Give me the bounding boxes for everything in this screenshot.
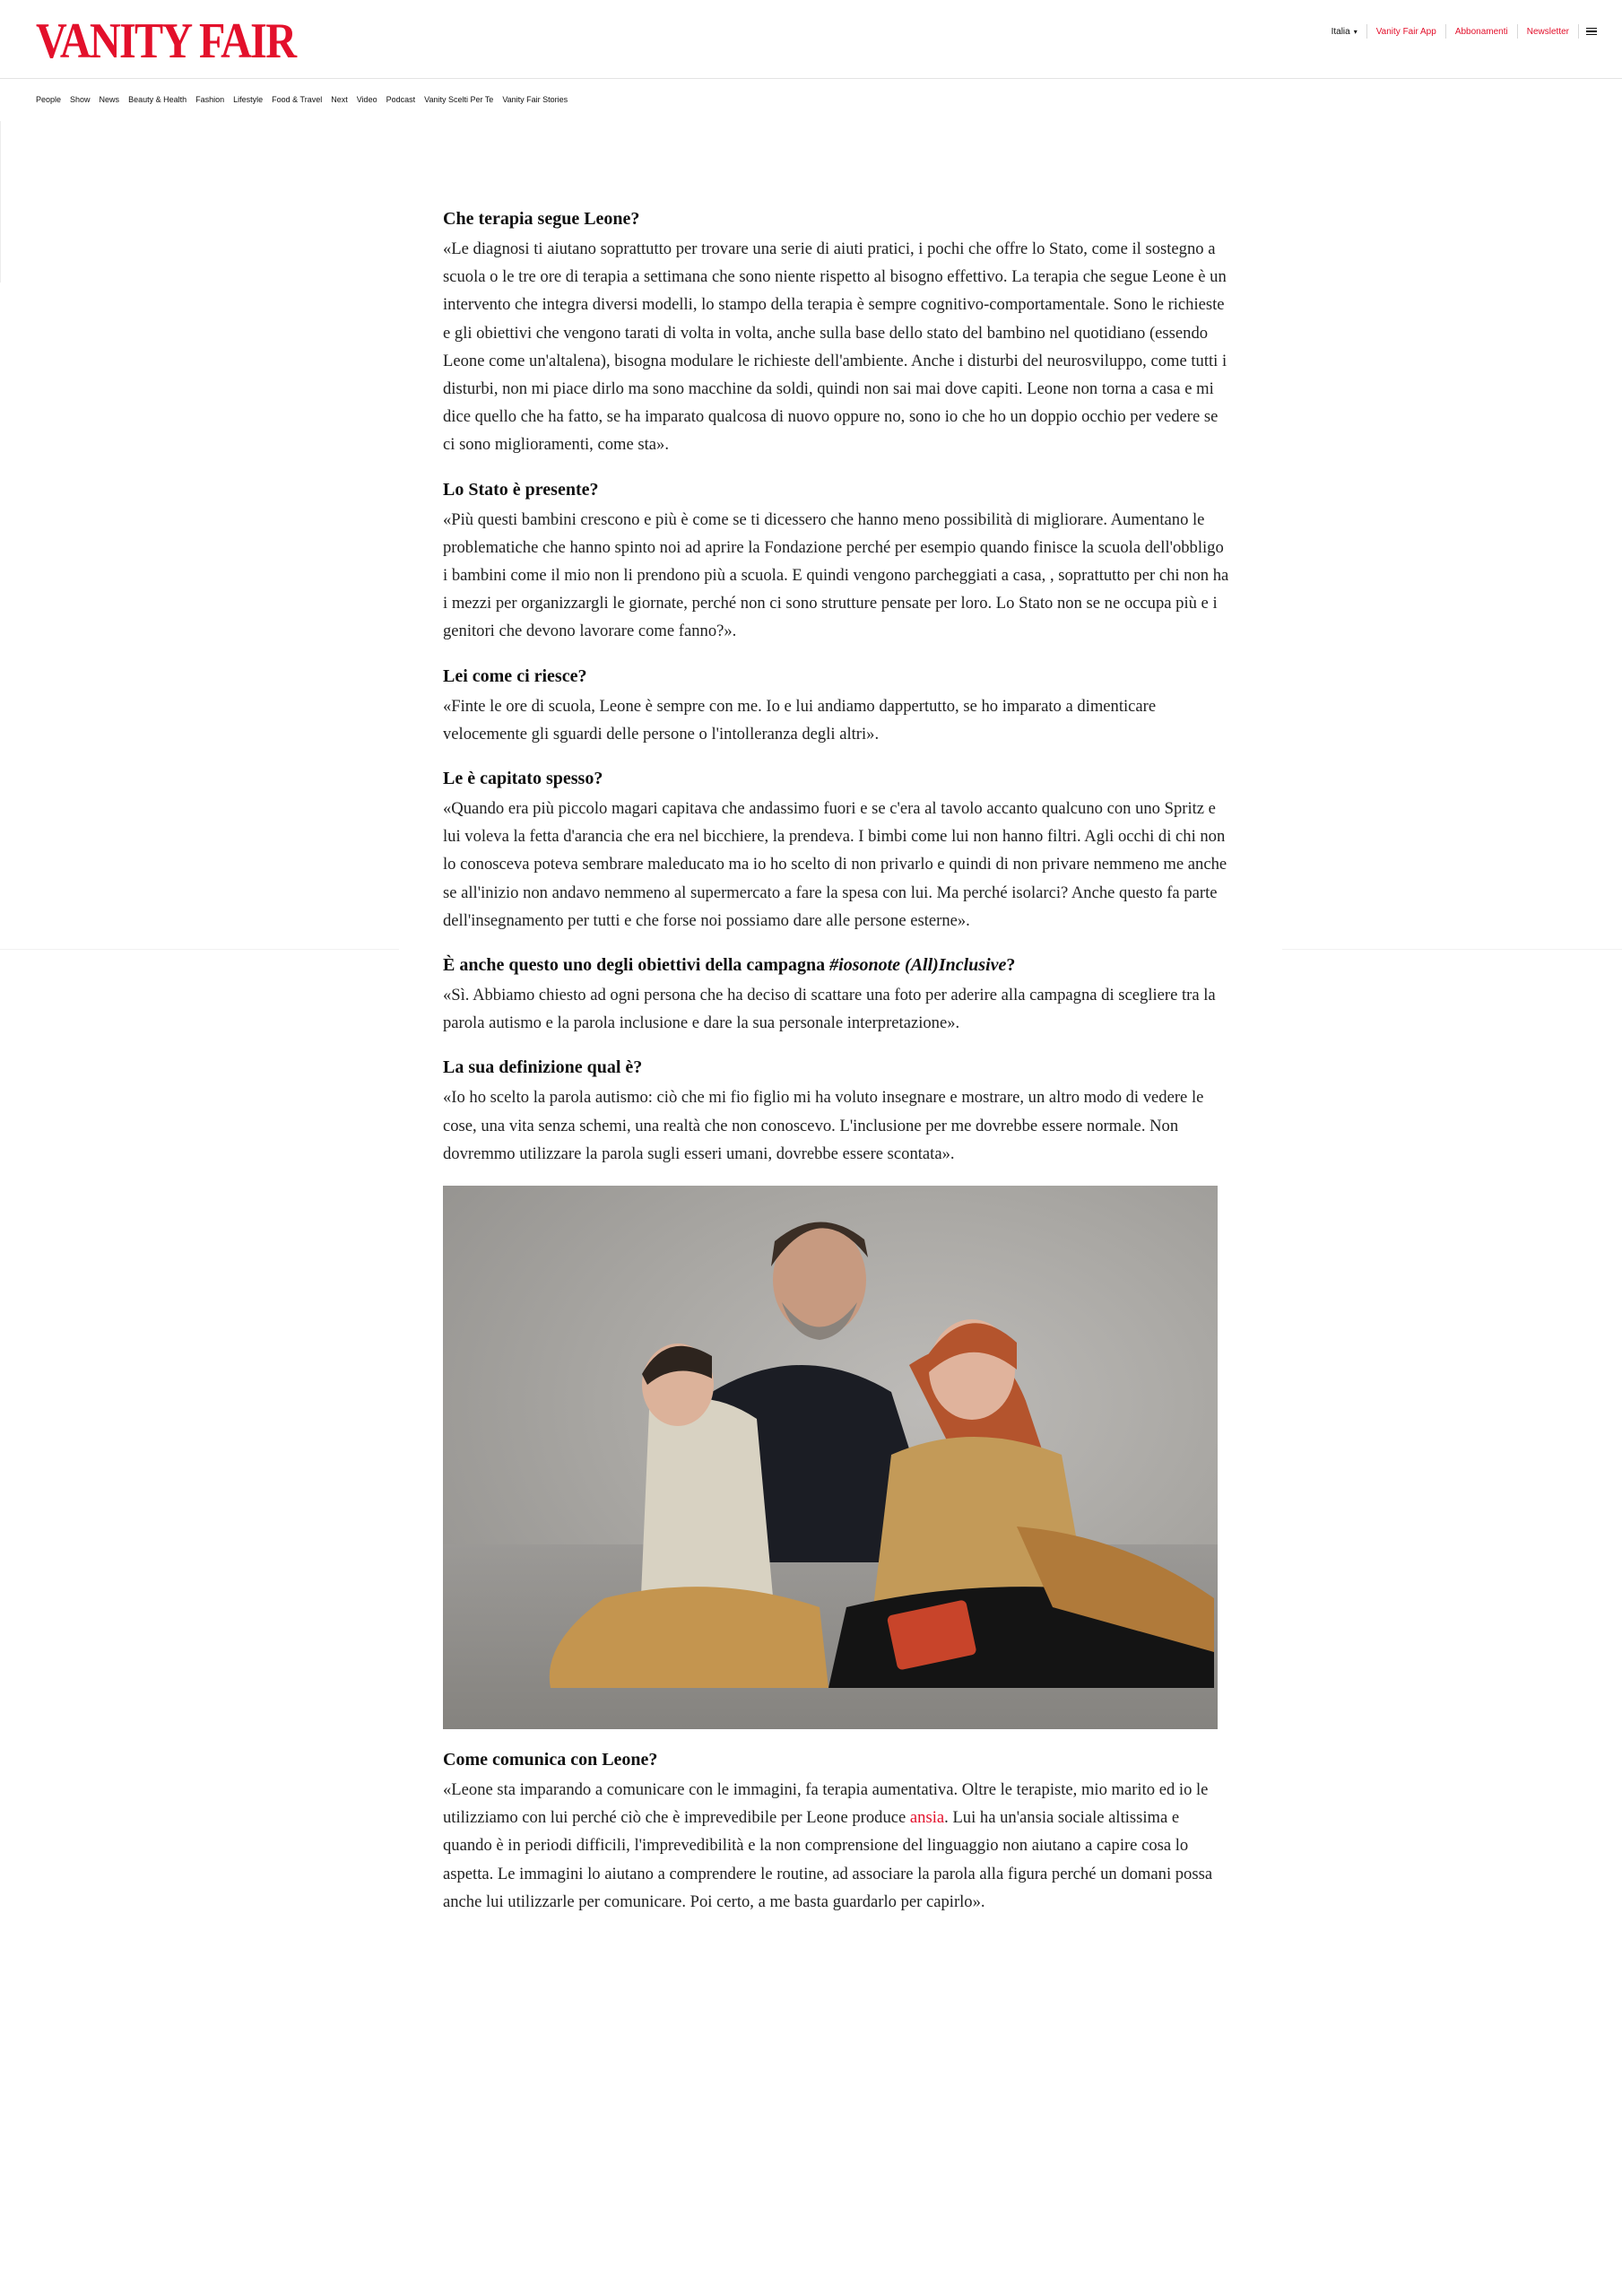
qa-section [443, 1747, 1232, 1916]
qa-section [443, 664, 1232, 748]
question-heading [443, 952, 1232, 978]
answer-paragraph: «Sì. Abbiamo chiesto ad ogni persona che ha deciso di scattare una foto per aderire alla campagna di scegliere tra la parola autismo e la parola inclusione e dare la sua personale interpretazione». [443, 986, 1216, 1033]
nav-item-video[interactable]: Video [356, 95, 377, 104]
family-illustration [443, 1186, 1218, 1729]
nav-item-people[interactable]: People [36, 95, 62, 104]
divider [1282, 949, 1622, 950]
answer-paragraph: «Io ho scelto la parola autismo: ciò che mi fio figlio mi ha voluto insegnare e mostrare, un altro modo di vedere le cose, una vita senza schemi, una realtà che non conoscevo. L'inclusione per me dovrebbe essere normale. Non dovremmo utilizzare la parola sugli esseri umani, dovrebbe essere scontata». [443, 1088, 1204, 1163]
edition-label: Italia [1331, 26, 1350, 37]
utility-bar [1323, 22, 1597, 41]
qa-section [443, 1055, 1232, 1168]
question-heading: La sua definizione qual è? [443, 1057, 643, 1078]
vanity-fair-logo[interactable]: VANITY FAIR [36, 13, 296, 69]
masthead [0, 0, 1622, 79]
campaign-hashtag: #iosonote (All)Inclusive [829, 955, 1007, 976]
nav-item-news[interactable]: News [99, 95, 120, 104]
divider [1578, 24, 1579, 39]
answer-paragraph: «Quando era più piccolo magari capitava che andassimo fuori e se c'era al tavolo accanto qualcuno con uno Spritz e lui voleva la fetta d'arancia che era nel bicchiere, la prendeva. I bimbi come lui non hanno filtri. Agli occhi di chi non lo conosceva poteva sembrare maleducato ma io ho scelto di non privarlo e quindi di non privare nemmeno me anche se all'inizio non andavo nemmeno al supermercato a fare la spesa con lui. Ma perché isolarci? Anche questo fa parte dell'insegnamento per tutti e che forse noi possiamo dare alle persone esterne». [443, 799, 1227, 930]
answer-paragraph: «Le diagnosi ti aiutano soprattutto per trovare una serie di aiuti pratici, i pochi che offre lo Stato, come il sostegno a scuola o le tre ore di terapia a settimana che sono niente rispetto al bisogno effettivo. La terapia che segue Leone è un intervento che integra diversi modelli, lo stampo della terapia è sempre cognitivo-comportamentale. Sono le richieste e gli obiettivi che vengono tarati di volta in volta, anche sulla base dello stato del bambino nel quotidiano (essendo Leone come un'altalena), bisogna modulare le richieste dell'ambiente. Anche i disturbi del neurosviluppo, come tutti i disturbi, non mi piace dirlo ma sono macchine da soldi, quindi non sai mai dove capiti. Leone non torna a casa e mi dice quello che ha fatto, se ha imparato qualcosa di nuovo oppure no, sono io che ho un doppio occhio per vedere se ci sono miglioramenti, come sta». [443, 239, 1227, 455]
article-body [443, 206, 1232, 1934]
qa-section [443, 952, 1232, 1037]
abbonamenti-link[interactable]: Abbonamenti [1454, 26, 1508, 37]
question-heading: Le è capitato spesso? [443, 769, 603, 789]
qa-section [443, 206, 1232, 459]
qa-section [443, 766, 1232, 935]
question-heading: Come comunica con Leone? [443, 1750, 658, 1770]
question-heading: Lo Stato è presente? [443, 479, 599, 500]
nav-item-beauty-health[interactable]: Beauty & Health [128, 95, 187, 104]
nav-item-vanity-scelti[interactable]: Vanity Scelti Per Te [424, 95, 494, 104]
answer-text: . Lui ha un'ansia sociale altissima e quando è in periodi difficili, l'imprevedibilità e la non comprensione del linguaggio non aiutano a capire cosa lo aspetta. Le immagini lo aiutano a comprendere le routine, ad associare la parola alla figura perché un domani possa anche lui utilizzarle per comunicare. Poi certo, a me basta guardarlo per capirlo». [443, 1808, 1213, 1911]
question-heading: Lei come ci riesce? [443, 665, 587, 686]
nav-item-show[interactable]: Show [70, 95, 91, 104]
nav-item-lifestyle[interactable]: Lifestyle [233, 95, 264, 104]
question-mark: ? [1006, 955, 1016, 976]
hamburger-menu-icon[interactable] [1586, 28, 1597, 36]
family-photo [443, 1186, 1218, 1729]
nav-item-next[interactable]: Next [331, 95, 348, 104]
edition-selector[interactable] [1323, 27, 1366, 37]
divider [0, 949, 399, 950]
nav-item-podcast[interactable]: Podcast [386, 95, 416, 104]
answer-paragraph [443, 1776, 1232, 1916]
qa-section [443, 477, 1232, 646]
question-text: È anche questo uno degli obiettivi della campagna [443, 955, 830, 976]
nav-item-fashion[interactable]: Fashion [195, 95, 225, 104]
main-nav [36, 95, 568, 104]
answer-paragraph: «Finte le ore di scuola, Leone è sempre con me. Io e lui andiamo dappertutto, se ho imparato a dimenticare velocemente gli sguardi delle persone o l'intolleranza degli altri». [443, 696, 1157, 744]
nav-item-food-travel[interactable]: Food & Travel [272, 95, 323, 104]
divider [0, 121, 1, 283]
newsletter-link[interactable]: Newsletter [1526, 26, 1569, 37]
answer-paragraph: «Più questi bambini crescono e più è come se ti dicessero che hanno meno possibilità di migliorare. Aumentano le problematiche che hanno spinto noi ad aprire la Fondazione perché per esempio quando finisce la scuola dell'obbligo i bambini come il mio non li prendono più a scuola. E quindi vengono parcheggiati a casa, , soprattutto per chi non ha i mezzi per organizzargli le giornate, perché non ci sono strutture pensate per loro. Lo Stato non se ne occupa più e i genitori che devono lavorare come fanno?». [443, 509, 1229, 641]
nav-item-vanity-fair-stories[interactable]: Vanity Fair Stories [502, 95, 568, 104]
ansia-link[interactable]: ansia [909, 1808, 945, 1828]
vanity-fair-app-link[interactable]: Vanity Fair App [1375, 26, 1436, 37]
question-heading: Che terapia segue Leone? [443, 209, 640, 229]
chevron-down-icon: ▾ [1353, 27, 1357, 36]
answer-text: «Leone sta imparando a comunicare con le immagini, fa terapia aumentativa. Oltre le terapiste, mio marito ed io le utilizziamo con lui perché ciò che è imprevedibile per Leone produce [443, 1780, 1209, 1828]
